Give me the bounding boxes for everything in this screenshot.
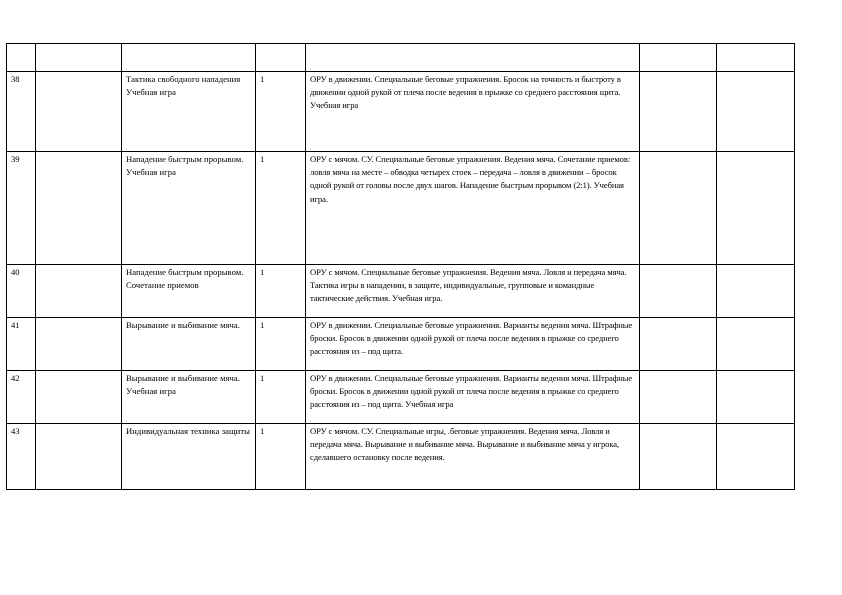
table-row (7, 152, 795, 265)
lesson-hours: 1 (256, 152, 306, 265)
lesson-topic: Индивидуальная техника защиты (122, 424, 256, 490)
extra-cell-1 (640, 371, 717, 424)
lesson-topic: Нападение быстрым прорывом. Сочетание приемов (122, 265, 256, 318)
extra-cell-2 (717, 72, 795, 152)
table-row (7, 371, 795, 424)
lesson-hours: 1 (256, 318, 306, 371)
header-cell-extra-1 (640, 44, 717, 72)
lesson-number: 38 (7, 72, 36, 152)
extra-cell-1 (640, 318, 717, 371)
table-row (7, 265, 795, 318)
extra-cell-2 (717, 318, 795, 371)
lesson-content: ОРУ с мячом. Специальные беговые упражнения. Ведения мяча. Ловля и передача мяча. Тактика игры в нападении, в защите, индивидуальные, групповые и командные тактические действия. Учебная игра. (306, 265, 640, 318)
lesson-content: ОРУ в движении. Специальные беговые упражнения. Варианты ведения мяча. Штрафные броски. Бросок в движении одной рукой от плеча после ведения в прыжке со среднего расстояния из – под щита. (306, 318, 640, 371)
header-cell-hours (256, 44, 306, 72)
extra-cell-2 (717, 265, 795, 318)
lesson-topic: Нападение быстрым прорывом. Учебная игра (122, 152, 256, 265)
lesson-hours: 1 (256, 72, 306, 152)
header-cell-number (7, 44, 36, 72)
lesson-content: ОРУ в движении. Специальные беговые упражнения. Бросок на точность и быстроту в движении одной рукой от плеча после ведения в прыжке со среднего расстояния щита. Учебная игра (306, 72, 640, 152)
extra-cell-2 (717, 152, 795, 265)
lesson-hours: 1 (256, 265, 306, 318)
header-row (7, 44, 795, 72)
table-row (7, 72, 795, 152)
table-row (7, 318, 795, 371)
lesson-content: ОРУ с мячом. СУ. Специальные беговые упражнения. Ведения мяча. Сочетание приемов: ловля мяча на месте – обводка четырех стоек – передача – ловля в движении – бросок одной рукой от головы после двух шагов. Нападение быстрым прорывом (2:1). Учебная игра. (306, 152, 640, 265)
table-row (7, 424, 795, 490)
header-cell-content (306, 44, 640, 72)
lesson-content: ОРУ с мячом. СУ. Специальные игры, .беговые упражнения. Ведения мяча. Ловля и передача мяча. Вырывание и выбивание мяча. Вырывание и выбивание мяча у игрока, сделавшего остановку после ведения. (306, 424, 640, 490)
lesson-hours: 1 (256, 371, 306, 424)
blank-cell (36, 318, 122, 371)
extra-cell-2 (717, 371, 795, 424)
lesson-content: ОРУ в движении. Специальные беговые упражнения. Варианты ведения мяча. Штрафные броски. Бросок в движении одной рукой от плеча после ведения в прыжке со среднего расстояния из – под щита. Учебная игра (306, 371, 640, 424)
blank-cell (36, 371, 122, 424)
header-cell-extra-2 (717, 44, 795, 72)
blank-cell (36, 72, 122, 152)
lesson-number: 42 (7, 371, 36, 424)
lesson-number: 43 (7, 424, 36, 490)
blank-cell (36, 424, 122, 490)
extra-cell-1 (640, 265, 717, 318)
blank-cell (36, 265, 122, 318)
lesson-topic: Вырывание и выбивание мяча. (122, 318, 256, 371)
lesson-plan-table (6, 43, 795, 490)
header-cell-topic (122, 44, 256, 72)
lesson-number: 39 (7, 152, 36, 265)
extra-cell-1 (640, 152, 717, 265)
extra-cell-2 (717, 424, 795, 490)
lesson-topic: Тактика свободного нападения Учебная игра (122, 72, 256, 152)
lesson-hours: 1 (256, 424, 306, 490)
blank-cell (36, 152, 122, 265)
lesson-topic: Вырывание и выбивание мяча. Учебная игра (122, 371, 256, 424)
header-cell-blank (36, 44, 122, 72)
lesson-number: 41 (7, 318, 36, 371)
extra-cell-1 (640, 72, 717, 152)
extra-cell-1 (640, 424, 717, 490)
lesson-number: 40 (7, 265, 36, 318)
